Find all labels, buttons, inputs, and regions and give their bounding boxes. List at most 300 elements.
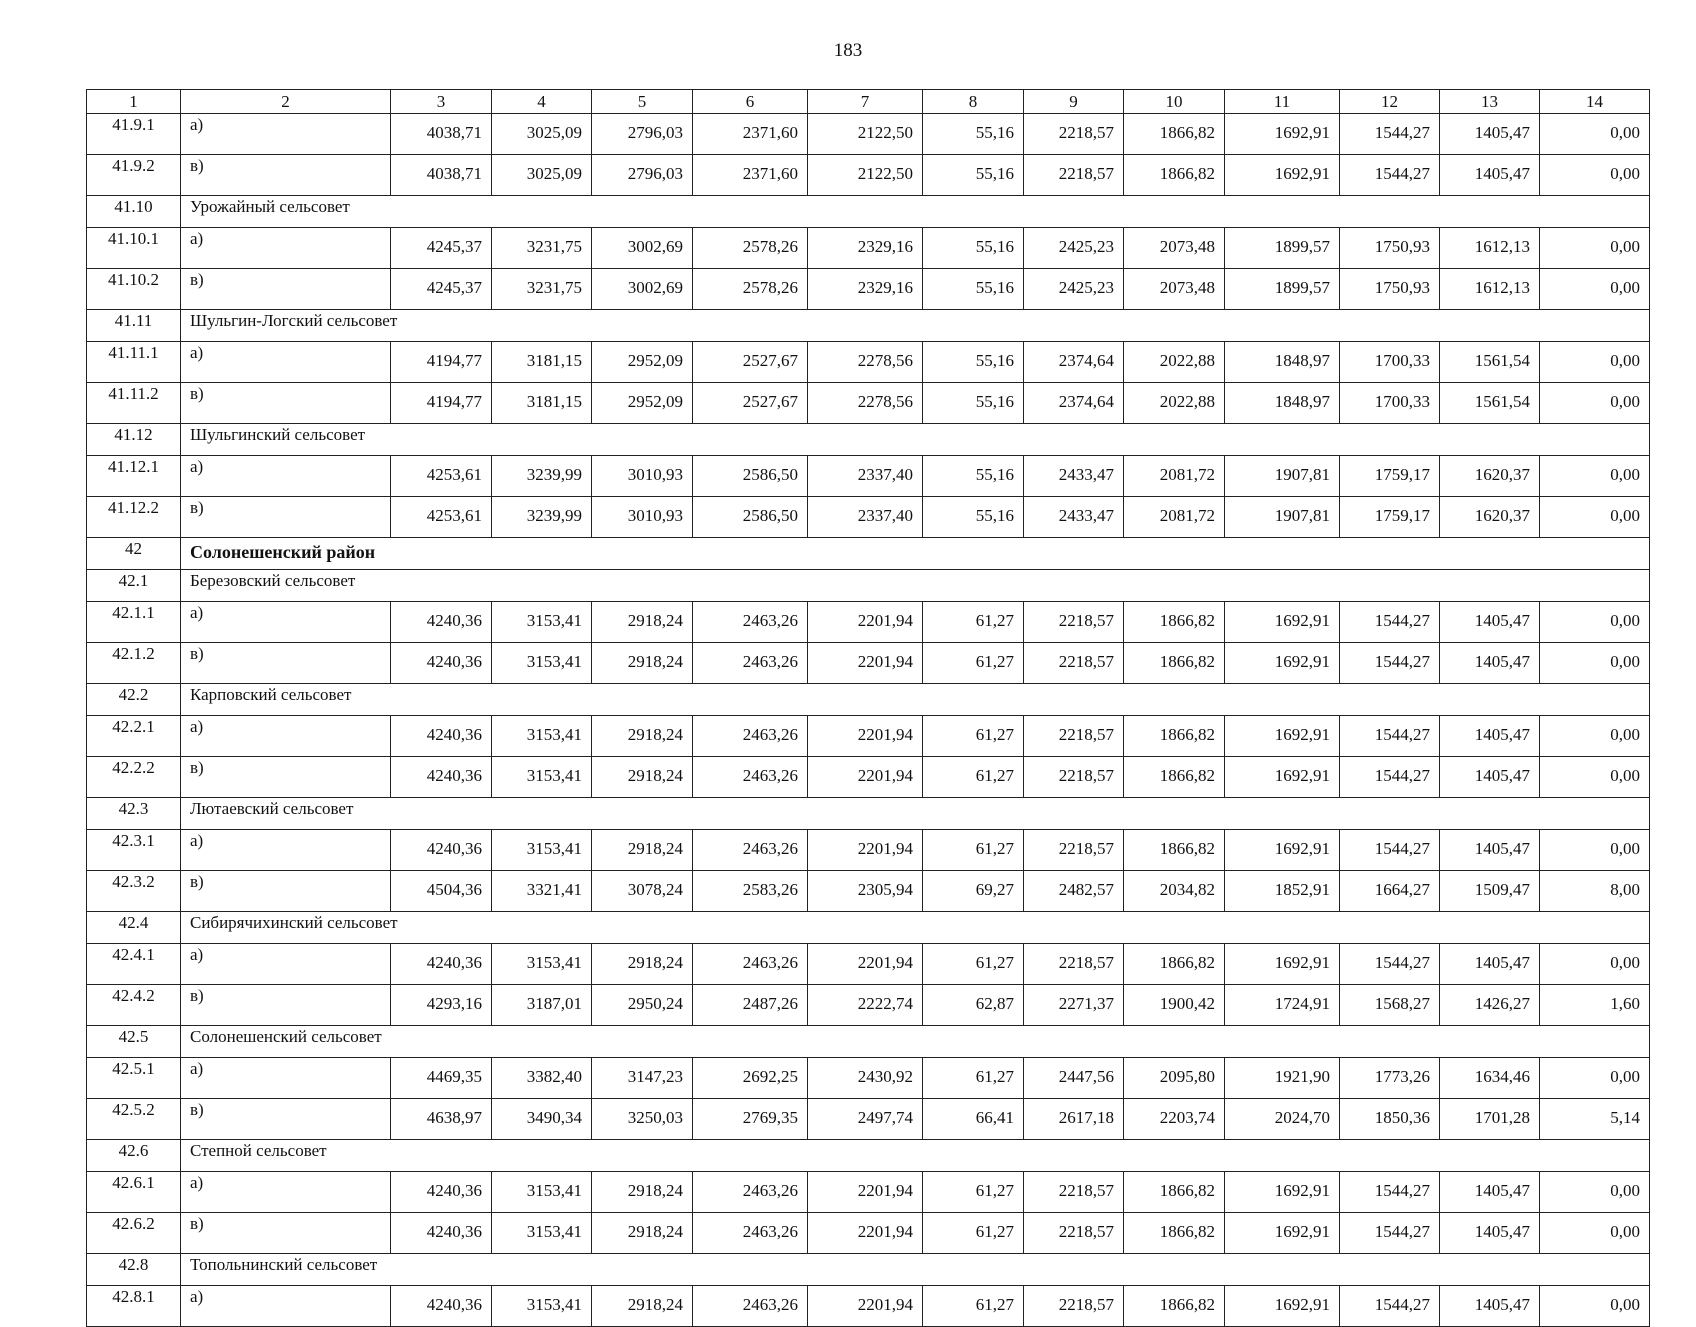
tariff-table <box>86 89 1650 1327</box>
value-cell: 1544,27 <box>1340 155 1440 196</box>
value-cell: 1664,27 <box>1340 871 1440 912</box>
value-cell: 2022,88 <box>1124 383 1225 424</box>
section-title: Урожайный сельсовет <box>181 196 1650 228</box>
table-row <box>87 643 1650 684</box>
row-number: 42.6 <box>87 1140 181 1172</box>
value-cell: 1,60 <box>1540 985 1650 1026</box>
value-cell: 2463,26 <box>693 602 808 643</box>
value-cell: 3002,69 <box>592 228 693 269</box>
value-cell: 0,00 <box>1540 944 1650 985</box>
value-cell: 1852,91 <box>1225 871 1340 912</box>
table-row <box>87 114 1650 155</box>
value-cell: 3239,99 <box>492 456 592 497</box>
value-cell: 2218,57 <box>1024 944 1124 985</box>
row-number: 42.4 <box>87 912 181 944</box>
value-cell: 2578,26 <box>693 228 808 269</box>
row-label: в) <box>181 757 391 798</box>
value-cell: 3181,15 <box>492 383 592 424</box>
value-cell: 1700,33 <box>1340 383 1440 424</box>
table-row <box>87 757 1650 798</box>
value-cell: 2796,03 <box>592 114 693 155</box>
value-cell: 2463,26 <box>693 1172 808 1213</box>
row-number: 41.9.2 <box>87 155 181 196</box>
row-label: в) <box>181 383 391 424</box>
value-cell: 3078,24 <box>592 871 693 912</box>
value-cell: 2463,26 <box>693 716 808 757</box>
section-row <box>87 310 1650 342</box>
value-cell: 1405,47 <box>1440 830 1540 871</box>
row-number: 42.1.2 <box>87 643 181 684</box>
value-cell: 61,27 <box>923 602 1024 643</box>
value-cell: 2371,60 <box>693 155 808 196</box>
value-cell: 2463,26 <box>693 1213 808 1254</box>
value-cell: 3181,15 <box>492 342 592 383</box>
row-label: в) <box>181 1213 391 1254</box>
value-cell: 61,27 <box>923 1058 1024 1099</box>
value-cell: 61,27 <box>923 716 1024 757</box>
value-cell: 1701,28 <box>1440 1099 1540 1140</box>
value-cell: 2918,24 <box>592 602 693 643</box>
value-cell: 2952,09 <box>592 383 693 424</box>
value-cell: 2329,16 <box>808 269 923 310</box>
value-cell: 61,27 <box>923 830 1024 871</box>
column-header: 11 <box>1225 90 1340 114</box>
value-cell: 2222,74 <box>808 985 923 1026</box>
column-header: 5 <box>592 90 693 114</box>
value-cell: 2374,64 <box>1024 383 1124 424</box>
district-row <box>87 538 1650 570</box>
row-number: 42.5 <box>87 1026 181 1058</box>
row-label: а) <box>181 342 391 383</box>
value-cell: 1405,47 <box>1440 602 1540 643</box>
row-number: 42.1 <box>87 570 181 602</box>
value-cell: 1544,27 <box>1340 643 1440 684</box>
value-cell: 55,16 <box>923 342 1024 383</box>
value-cell: 1692,91 <box>1225 944 1340 985</box>
value-cell: 4240,36 <box>391 944 492 985</box>
value-cell: 2918,24 <box>592 1213 693 1254</box>
row-number: 42.3.1 <box>87 830 181 871</box>
section-title: Солонешенский сельсовет <box>181 1026 1650 1058</box>
table-row <box>87 871 1650 912</box>
row-number: 42.2 <box>87 684 181 716</box>
value-cell: 1405,47 <box>1440 1213 1540 1254</box>
value-cell: 2278,56 <box>808 342 923 383</box>
value-cell: 2447,56 <box>1024 1058 1124 1099</box>
value-cell: 61,27 <box>923 757 1024 798</box>
table-row <box>87 602 1650 643</box>
column-header: 4 <box>492 90 592 114</box>
value-cell: 69,27 <box>923 871 1024 912</box>
value-cell: 62,87 <box>923 985 1024 1026</box>
row-number: 41.12.2 <box>87 497 181 538</box>
value-cell: 2950,24 <box>592 985 693 1026</box>
value-cell: 3153,41 <box>492 1286 592 1327</box>
value-cell: 2918,24 <box>592 830 693 871</box>
value-cell: 0,00 <box>1540 1172 1650 1213</box>
table-row <box>87 228 1650 269</box>
value-cell: 1620,37 <box>1440 497 1540 538</box>
value-cell: 2201,94 <box>808 602 923 643</box>
value-cell: 3147,23 <box>592 1058 693 1099</box>
value-cell: 2201,94 <box>808 1286 923 1327</box>
section-title: Лютаевский сельсовет <box>181 798 1650 830</box>
value-cell: 1509,47 <box>1440 871 1540 912</box>
value-cell: 0,00 <box>1540 456 1650 497</box>
value-cell: 1405,47 <box>1440 757 1540 798</box>
value-cell: 4240,36 <box>391 830 492 871</box>
value-cell: 2918,24 <box>592 716 693 757</box>
value-cell: 55,16 <box>923 228 1024 269</box>
column-header: 13 <box>1440 90 1540 114</box>
value-cell: 4469,35 <box>391 1058 492 1099</box>
value-cell: 1405,47 <box>1440 1286 1540 1327</box>
value-cell: 1866,82 <box>1124 1213 1225 1254</box>
row-label: а) <box>181 228 391 269</box>
value-cell: 3231,75 <box>492 269 592 310</box>
value-cell: 1692,91 <box>1225 830 1340 871</box>
value-cell: 2371,60 <box>693 114 808 155</box>
value-cell: 1544,27 <box>1340 830 1440 871</box>
value-cell: 4240,36 <box>391 643 492 684</box>
row-number: 42.1.1 <box>87 602 181 643</box>
value-cell: 2201,94 <box>808 944 923 985</box>
row-label: а) <box>181 716 391 757</box>
value-cell: 1426,27 <box>1440 985 1540 1026</box>
value-cell: 1700,33 <box>1340 342 1440 383</box>
value-cell: 4240,36 <box>391 602 492 643</box>
value-cell: 2692,25 <box>693 1058 808 1099</box>
section-title: Шульгин-Логский сельсовет <box>181 310 1650 342</box>
column-header: 2 <box>181 90 391 114</box>
value-cell: 0,00 <box>1540 1286 1650 1327</box>
row-label: в) <box>181 497 391 538</box>
column-header: 14 <box>1540 90 1650 114</box>
table-row <box>87 269 1650 310</box>
value-cell: 1692,91 <box>1225 643 1340 684</box>
value-cell: 2034,82 <box>1124 871 1225 912</box>
section-row <box>87 912 1650 944</box>
value-cell: 2463,26 <box>693 830 808 871</box>
section-title: Топольнинский сельсовет <box>181 1254 1650 1286</box>
value-cell: 0,00 <box>1540 228 1650 269</box>
value-cell: 1866,82 <box>1124 114 1225 155</box>
row-number: 42.6.1 <box>87 1172 181 1213</box>
value-cell: 0,00 <box>1540 114 1650 155</box>
value-cell: 1750,93 <box>1340 269 1440 310</box>
value-cell: 1907,81 <box>1225 497 1340 538</box>
value-cell: 1544,27 <box>1340 1213 1440 1254</box>
value-cell: 1692,91 <box>1225 1172 1340 1213</box>
value-cell: 1899,57 <box>1225 269 1340 310</box>
value-cell: 4240,36 <box>391 1213 492 1254</box>
value-cell: 2463,26 <box>693 757 808 798</box>
row-label: а) <box>181 944 391 985</box>
value-cell: 61,27 <box>923 1286 1024 1327</box>
value-cell: 2578,26 <box>693 269 808 310</box>
row-number: 42.4.2 <box>87 985 181 1026</box>
value-cell: 4638,97 <box>391 1099 492 1140</box>
value-cell: 1561,54 <box>1440 383 1540 424</box>
value-cell: 1405,47 <box>1440 114 1540 155</box>
value-cell: 2487,26 <box>693 985 808 1026</box>
table-row <box>87 497 1650 538</box>
value-cell: 4245,37 <box>391 269 492 310</box>
value-cell: 1692,91 <box>1225 716 1340 757</box>
value-cell: 2918,24 <box>592 643 693 684</box>
value-cell: 55,16 <box>923 269 1024 310</box>
value-cell: 2201,94 <box>808 757 923 798</box>
value-cell: 0,00 <box>1540 155 1650 196</box>
value-cell: 1850,36 <box>1340 1099 1440 1140</box>
value-cell: 3010,93 <box>592 456 693 497</box>
value-cell: 4245,37 <box>391 228 492 269</box>
value-cell: 1544,27 <box>1340 944 1440 985</box>
row-number: 41.11 <box>87 310 181 342</box>
value-cell: 2463,26 <box>693 1286 808 1327</box>
value-cell: 1866,82 <box>1124 944 1225 985</box>
column-header: 1 <box>87 90 181 114</box>
value-cell: 2022,88 <box>1124 342 1225 383</box>
value-cell: 0,00 <box>1540 757 1650 798</box>
value-cell: 0,00 <box>1540 602 1650 643</box>
row-number: 42.5.2 <box>87 1099 181 1140</box>
value-cell: 4038,71 <box>391 114 492 155</box>
table-row <box>87 1286 1650 1327</box>
row-number: 41.10 <box>87 196 181 228</box>
value-cell: 55,16 <box>923 155 1024 196</box>
row-number: 42 <box>87 538 181 570</box>
value-cell: 2425,23 <box>1024 228 1124 269</box>
value-cell: 3153,41 <box>492 944 592 985</box>
value-cell: 2586,50 <box>693 456 808 497</box>
value-cell: 61,27 <box>923 1213 1024 1254</box>
row-label: а) <box>181 1058 391 1099</box>
value-cell: 2203,74 <box>1124 1099 1225 1140</box>
value-cell: 2095,80 <box>1124 1058 1225 1099</box>
value-cell: 2497,74 <box>808 1099 923 1140</box>
table-row <box>87 944 1650 985</box>
value-cell: 2201,94 <box>808 1172 923 1213</box>
row-number: 42.2.2 <box>87 757 181 798</box>
value-cell: 1692,91 <box>1225 1213 1340 1254</box>
value-cell: 1405,47 <box>1440 643 1540 684</box>
value-cell: 1907,81 <box>1225 456 1340 497</box>
row-label: в) <box>181 985 391 1026</box>
value-cell: 3153,41 <box>492 716 592 757</box>
column-header: 9 <box>1024 90 1124 114</box>
value-cell: 0,00 <box>1540 643 1650 684</box>
table-row <box>87 716 1650 757</box>
value-cell: 0,00 <box>1540 383 1650 424</box>
value-cell: 1773,26 <box>1340 1058 1440 1099</box>
value-cell: 1544,27 <box>1340 716 1440 757</box>
column-header: 12 <box>1340 90 1440 114</box>
value-cell: 1899,57 <box>1225 228 1340 269</box>
value-cell: 2433,47 <box>1024 497 1124 538</box>
value-cell: 1866,82 <box>1124 602 1225 643</box>
value-cell: 2769,35 <box>693 1099 808 1140</box>
row-label: а) <box>181 602 391 643</box>
value-cell: 1848,97 <box>1225 383 1340 424</box>
value-cell: 4253,61 <box>391 497 492 538</box>
row-number: 41.11.1 <box>87 342 181 383</box>
value-cell: 2218,57 <box>1024 1213 1124 1254</box>
value-cell: 2305,94 <box>808 871 923 912</box>
value-cell: 61,27 <box>923 1172 1024 1213</box>
value-cell: 1900,42 <box>1124 985 1225 1026</box>
table-row <box>87 1058 1650 1099</box>
value-cell: 3382,40 <box>492 1058 592 1099</box>
value-cell: 2218,57 <box>1024 757 1124 798</box>
row-number: 41.10.2 <box>87 269 181 310</box>
section-row <box>87 1140 1650 1172</box>
value-cell: 2201,94 <box>808 643 923 684</box>
value-cell: 2425,23 <box>1024 269 1124 310</box>
value-cell: 2337,40 <box>808 497 923 538</box>
value-cell: 2073,48 <box>1124 228 1225 269</box>
section-title: Шульгинский сельсовет <box>181 424 1650 456</box>
value-cell: 5,14 <box>1540 1099 1650 1140</box>
value-cell: 0,00 <box>1540 830 1650 871</box>
section-row <box>87 424 1650 456</box>
row-number: 41.12.1 <box>87 456 181 497</box>
value-cell: 4240,36 <box>391 757 492 798</box>
value-cell: 0,00 <box>1540 1213 1650 1254</box>
value-cell: 2583,26 <box>693 871 808 912</box>
section-title: Степной сельсовет <box>181 1140 1650 1172</box>
value-cell: 2122,50 <box>808 114 923 155</box>
column-header: 3 <box>391 90 492 114</box>
table-row <box>87 1172 1650 1213</box>
value-cell: 66,41 <box>923 1099 1024 1140</box>
row-number: 42.2.1 <box>87 716 181 757</box>
value-cell: 1692,91 <box>1225 1286 1340 1327</box>
value-cell: 55,16 <box>923 456 1024 497</box>
value-cell: 2482,57 <box>1024 871 1124 912</box>
value-cell: 2952,09 <box>592 342 693 383</box>
value-cell: 2918,24 <box>592 944 693 985</box>
value-cell: 4504,36 <box>391 871 492 912</box>
value-cell: 2218,57 <box>1024 602 1124 643</box>
row-label: в) <box>181 269 391 310</box>
value-cell: 2218,57 <box>1024 155 1124 196</box>
value-cell: 0,00 <box>1540 1058 1650 1099</box>
value-cell: 1544,27 <box>1340 1172 1440 1213</box>
value-cell: 2918,24 <box>592 757 693 798</box>
value-cell: 3153,41 <box>492 643 592 684</box>
table-row <box>87 830 1650 871</box>
value-cell: 55,16 <box>923 383 1024 424</box>
value-cell: 2430,92 <box>808 1058 923 1099</box>
value-cell: 1405,47 <box>1440 944 1540 985</box>
value-cell: 1866,82 <box>1124 155 1225 196</box>
value-cell: 3321,41 <box>492 871 592 912</box>
table-row <box>87 1213 1650 1254</box>
value-cell: 2218,57 <box>1024 643 1124 684</box>
column-header: 7 <box>808 90 923 114</box>
page-number: 183 <box>833 40 863 61</box>
value-cell: 2433,47 <box>1024 456 1124 497</box>
row-label: в) <box>181 1099 391 1140</box>
value-cell: 3239,99 <box>492 497 592 538</box>
value-cell: 2218,57 <box>1024 1286 1124 1327</box>
value-cell: 2527,67 <box>693 383 808 424</box>
row-label: а) <box>181 1286 391 1327</box>
column-header-row <box>87 90 1650 114</box>
value-cell: 2918,24 <box>592 1286 693 1327</box>
row-number: 41.12 <box>87 424 181 456</box>
value-cell: 4293,16 <box>391 985 492 1026</box>
value-cell: 4194,77 <box>391 342 492 383</box>
value-cell: 4240,36 <box>391 1286 492 1327</box>
value-cell: 0,00 <box>1540 342 1650 383</box>
value-cell: 1561,54 <box>1440 342 1540 383</box>
value-cell: 1866,82 <box>1124 1172 1225 1213</box>
value-cell: 1750,93 <box>1340 228 1440 269</box>
row-number: 42.8 <box>87 1254 181 1286</box>
district-title: Солонешенский район <box>181 538 1650 570</box>
value-cell: 3153,41 <box>492 757 592 798</box>
value-cell: 1620,37 <box>1440 456 1540 497</box>
value-cell: 2329,16 <box>808 228 923 269</box>
value-cell: 1544,27 <box>1340 757 1440 798</box>
value-cell: 2617,18 <box>1024 1099 1124 1140</box>
value-cell: 2218,57 <box>1024 1172 1124 1213</box>
table-body <box>87 114 1650 1327</box>
value-cell: 1692,91 <box>1225 155 1340 196</box>
value-cell: 1921,90 <box>1225 1058 1340 1099</box>
row-label: а) <box>181 1172 391 1213</box>
row-number: 42.5.1 <box>87 1058 181 1099</box>
value-cell: 1866,82 <box>1124 757 1225 798</box>
section-row <box>87 196 1650 228</box>
value-cell: 2218,57 <box>1024 830 1124 871</box>
value-cell: 3025,09 <box>492 114 592 155</box>
value-cell: 3231,75 <box>492 228 592 269</box>
value-cell: 3187,01 <box>492 985 592 1026</box>
section-row <box>87 570 1650 602</box>
column-header: 8 <box>923 90 1024 114</box>
value-cell: 2081,72 <box>1124 456 1225 497</box>
value-cell: 2374,64 <box>1024 342 1124 383</box>
value-cell: 2463,26 <box>693 944 808 985</box>
value-cell: 2796,03 <box>592 155 693 196</box>
value-cell: 1759,17 <box>1340 456 1440 497</box>
value-cell: 1759,17 <box>1340 497 1440 538</box>
table-row <box>87 1099 1650 1140</box>
section-row <box>87 1254 1650 1286</box>
value-cell: 61,27 <box>923 643 1024 684</box>
row-number: 42.6.2 <box>87 1213 181 1254</box>
value-cell: 3153,41 <box>492 1213 592 1254</box>
section-title: Карповский сельсовет <box>181 684 1650 716</box>
value-cell: 1866,82 <box>1124 1286 1225 1327</box>
row-number: 41.10.1 <box>87 228 181 269</box>
value-cell: 4253,61 <box>391 456 492 497</box>
value-cell: 3010,93 <box>592 497 693 538</box>
value-cell: 2201,94 <box>808 716 923 757</box>
value-cell: 1866,82 <box>1124 830 1225 871</box>
value-cell: 3153,41 <box>492 1172 592 1213</box>
value-cell: 4240,36 <box>391 716 492 757</box>
value-cell: 1405,47 <box>1440 1172 1540 1213</box>
row-number: 41.11.2 <box>87 383 181 424</box>
value-cell: 0,00 <box>1540 497 1650 538</box>
value-cell: 2463,26 <box>693 643 808 684</box>
row-number: 41.9.1 <box>87 114 181 155</box>
value-cell: 1848,97 <box>1225 342 1340 383</box>
